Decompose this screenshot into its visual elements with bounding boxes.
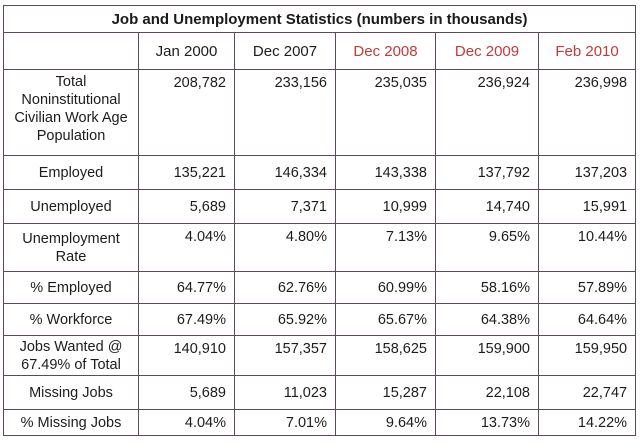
table-cell: 140,910 (139, 336, 235, 376)
table-cell: 64.77% (139, 272, 235, 304)
table-cell: 137,203 (539, 156, 636, 190)
row-label: % Employed (4, 272, 139, 304)
column-header: Dec 2009 (436, 33, 539, 70)
table-cell: 4.80% (235, 224, 336, 272)
header-corner (4, 33, 139, 70)
row-label: Unemployed (4, 190, 139, 224)
table-cell: 137,792 (436, 156, 539, 190)
table-cell: 7.13% (336, 224, 436, 272)
table-cell: 208,782 (139, 70, 235, 156)
table-cell: 22,747 (539, 376, 636, 410)
table-row (4, 272, 636, 304)
table-cell: 146,334 (235, 156, 336, 190)
table-cell: 158,625 (336, 336, 436, 376)
header-row (4, 33, 636, 70)
row-label: Employed (4, 156, 139, 190)
table-cell: 4.04% (139, 224, 235, 272)
row-label: % Missing Jobs (4, 410, 139, 436)
table-cell: 10,999 (336, 190, 436, 224)
table-cell: 135,221 (139, 156, 235, 190)
table-cell: 13.73% (436, 410, 539, 436)
table-row (4, 410, 636, 436)
table-row (4, 336, 636, 376)
table-cell: 236,924 (436, 70, 539, 156)
table-cell: 64.38% (436, 304, 539, 336)
title-row (4, 6, 636, 33)
table-cell: 57.89% (539, 272, 636, 304)
table-cell: 159,900 (436, 336, 539, 376)
table-cell: 236,998 (539, 70, 636, 156)
table-cell: 143,338 (336, 156, 436, 190)
column-header: Dec 2008 (336, 33, 436, 70)
row-label: Jobs Wanted @ 67.49% of Total (4, 336, 139, 376)
table-row (4, 304, 636, 336)
column-header: Jan 2000 (139, 33, 235, 70)
row-label: Unemployment Rate (4, 224, 139, 272)
column-header: Dec 2007 (235, 33, 336, 70)
table-cell: 233,156 (235, 70, 336, 156)
table-title: Job and Unemployment Statistics (numbers in thousands) (4, 6, 636, 33)
table-cell: 14.22% (539, 410, 636, 436)
table-cell: 22,108 (436, 376, 539, 410)
table-cell: 15,991 (539, 190, 636, 224)
table-cell: 7,371 (235, 190, 336, 224)
table-cell: 64.64% (539, 304, 636, 336)
column-header: Feb 2010 (539, 33, 636, 70)
row-label: % Workforce (4, 304, 139, 336)
table-cell: 157,357 (235, 336, 336, 376)
row-label: Missing Jobs (4, 376, 139, 410)
table-row (4, 224, 636, 272)
table-cell: 11,023 (235, 376, 336, 410)
table-cell: 14,740 (436, 190, 539, 224)
table-cell: 58.16% (436, 272, 539, 304)
table-row (4, 156, 636, 190)
table-cell: 60.99% (336, 272, 436, 304)
table-cell: 9.65% (436, 224, 539, 272)
table-cell: 10.44% (539, 224, 636, 272)
table-cell: 67.49% (139, 304, 235, 336)
table-cell: 159,950 (539, 336, 636, 376)
table-cell: 4.04% (139, 410, 235, 436)
table-cell: 65.67% (336, 304, 436, 336)
row-label: Total Noninstitutional Civilian Work Age Population (4, 70, 139, 156)
table-cell: 9.64% (336, 410, 436, 436)
table-row (4, 376, 636, 410)
table-row (4, 190, 636, 224)
table-cell: 5,689 (139, 376, 235, 410)
table-cell: 7.01% (235, 410, 336, 436)
table-cell: 5,689 (139, 190, 235, 224)
table-row (4, 70, 636, 156)
table-cell: 15,287 (336, 376, 436, 410)
table-cell: 65.92% (235, 304, 336, 336)
table-cell: 235,035 (336, 70, 436, 156)
statistics-table (3, 5, 636, 436)
table-cell: 62.76% (235, 272, 336, 304)
